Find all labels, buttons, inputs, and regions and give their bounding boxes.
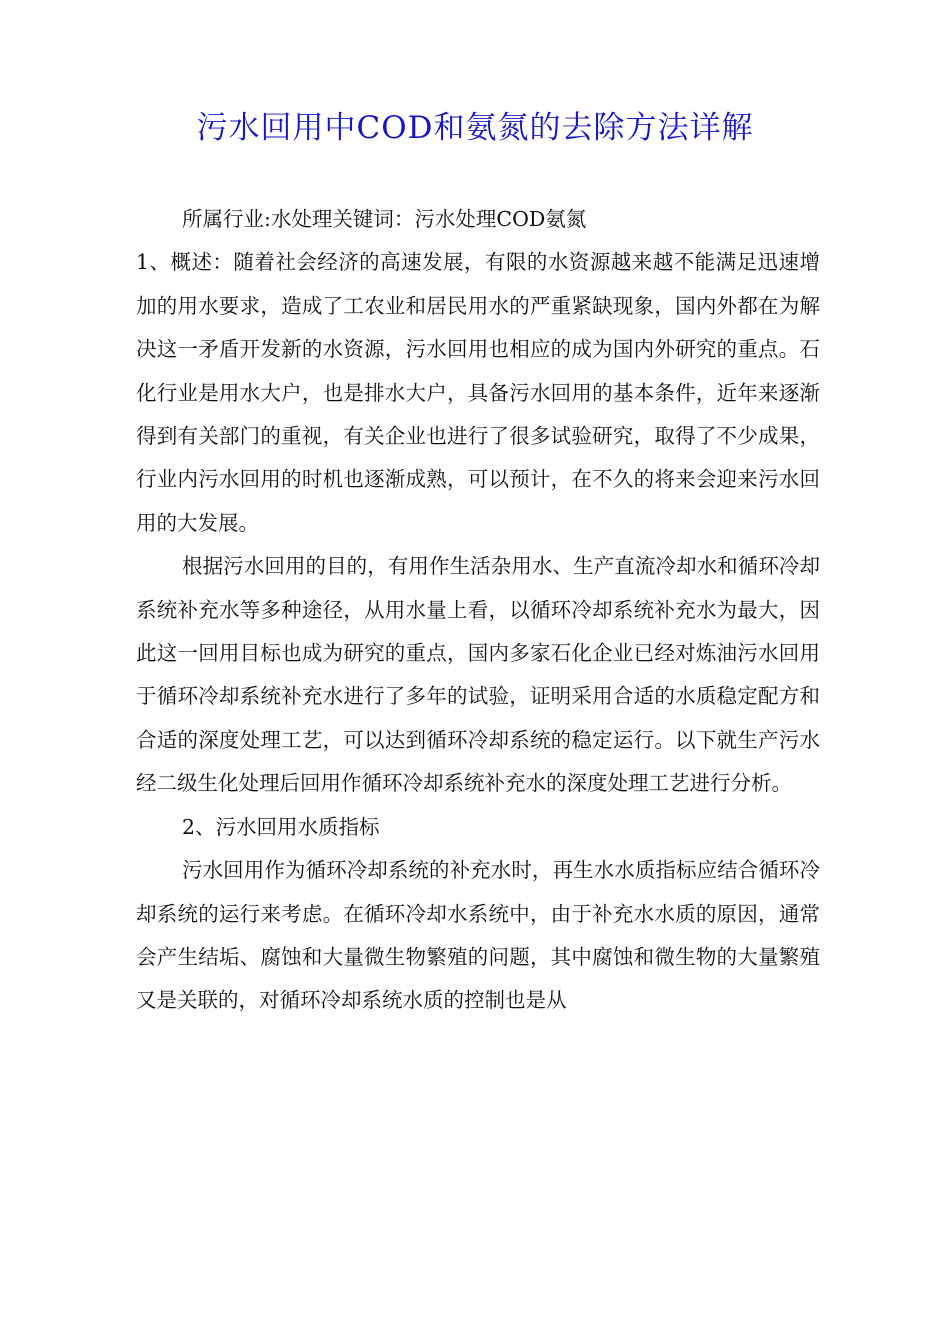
meta-line: 所属行业:水处理关键词：污水处理COD氨氮 [182, 207, 587, 231]
document-title: 污水回用中COD和氨氮的去除方法详解 [196, 110, 754, 146]
paragraph-water-quality: 污水回用作为循环冷却系统的补充水时，再生水水质指标应结合循环冷却系统的运行来考虑。在循环冷却水系统中，由于补充水水质的原因，通常会产生结垢、腐蚀和大量微生物繁殖的问题，其中腐蚀和微生物的大量繁殖又是关联的，对循环冷却系统水质的控制也是从 [136, 858, 820, 1013]
section-heading-water-quality: 2、污水回用水质指标 [182, 814, 380, 839]
paragraph-overview: 1、概述：随着社会经济的高速发展，有限的水资源越来越不能满足迅速增加的用水要求，造成了工农业和居民用水的严重紧缺现象，国内外都在为解决这一矛盾开发新的水资源，污水回用也相应的成为国内外研究的重点。石化行业是用水大户，也是排水大户，具备污水回用的基本条件，近年来逐渐得到有关部门的重视，有关企业也进行了很多试验研究，取得了不少成果，行业内污水回用的时机也逐渐成熟，可以预计，在不久的将来会迎来污水回用的大发展。 [136, 250, 820, 535]
document-body [136, 198, 820, 1023]
paragraph-purpose: 根据污水回用的目的，有用作生活杂用水、生产直流冷却水和循环冷却系统补充水等多种途径，从用水量上看，以循环冷却系统补充水为最大，因此这一回用目标也成为研究的重点，国内多家石化企业已经对炼油污水回用于循环冷却系统补充水进行了多年的试验，证明采用合适的水质稳定配方和合适的深度处理工艺，可以达到循环冷却系统的稳定运行。以下就生产污水经二级生化处理后回用作循环冷却系统补充水的深度处理工艺进行分析。 [136, 554, 820, 796]
